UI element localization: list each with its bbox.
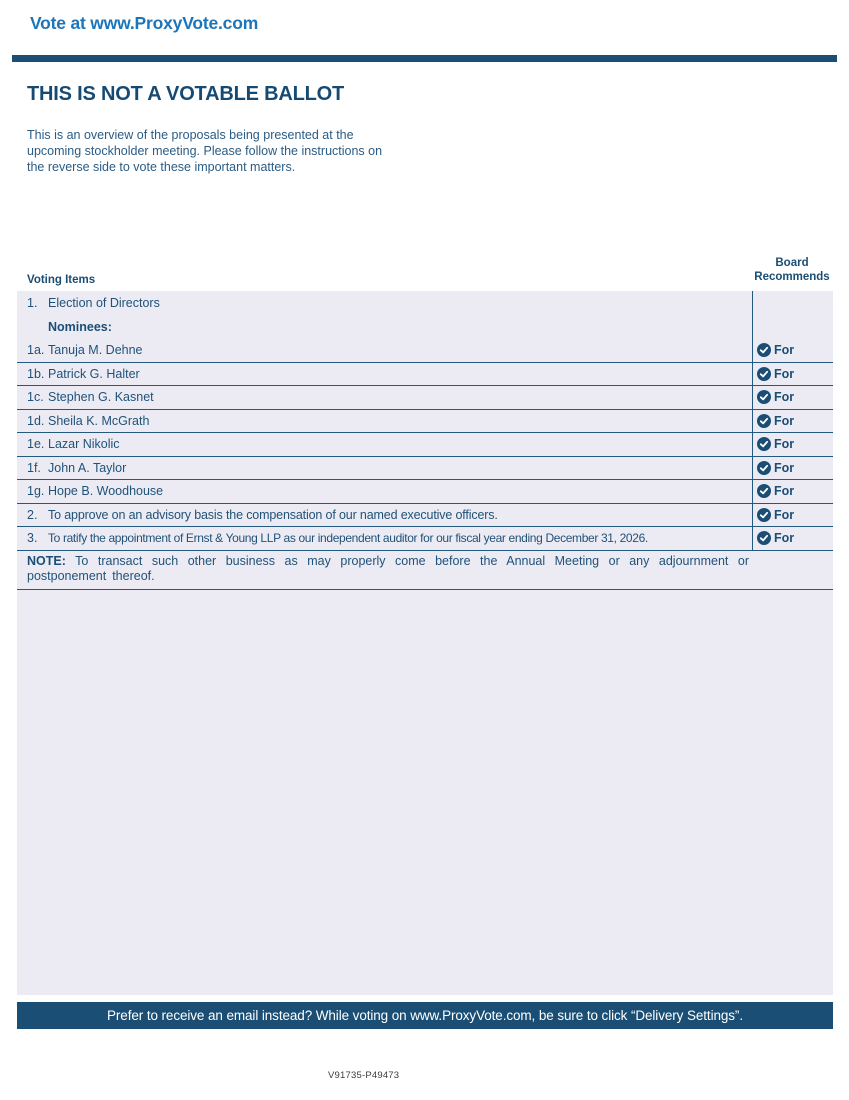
table-row-nominee-1f — [17, 457, 833, 481]
vote-cell-empty — [752, 315, 833, 339]
item-number: 1e. — [27, 437, 45, 452]
proposal-text: To approve on an advisory basis the compensation of our named executive officers. — [48, 507, 498, 522]
vote-cell — [752, 433, 833, 456]
vote-cell — [752, 410, 833, 433]
vote-cell — [752, 363, 833, 386]
table-row-note — [17, 551, 833, 590]
item-number: 1f. — [27, 460, 41, 475]
item-text: Election of Directors — [48, 296, 160, 310]
proposal-text: To ratify the appointment of Ernst & Young LLP as our independent auditor for our fiscal year ending December 31, 2026. — [48, 531, 648, 546]
table-empty-area — [17, 590, 833, 996]
intro-line: the reverse side to vote these important matters. — [27, 160, 296, 174]
table-row-nominee-1c — [17, 386, 833, 410]
note-text — [27, 554, 749, 584]
table-row-proposal-2 — [17, 504, 833, 528]
nominee-name: Lazar Nikolic — [48, 437, 120, 452]
check-circle-icon — [757, 531, 771, 545]
table-row-nominee-1d — [17, 410, 833, 434]
proxyvote-url-title: Vote at www.ProxyVote.com — [30, 13, 259, 33]
item-number: 1a. — [27, 343, 45, 358]
item-number: 1g. — [27, 484, 45, 499]
vote-recommendation: For — [774, 484, 795, 499]
nominee-name: Hope B. Woodhouse — [48, 484, 164, 499]
intro-line: upcoming stockholder meeting. Please follow the instructions on — [27, 144, 383, 158]
check-circle-icon — [757, 461, 771, 475]
check-circle-icon — [757, 414, 771, 428]
nominee-name: Tanuja M. Dehne — [48, 343, 143, 358]
table-row-nominee-1g — [17, 480, 833, 504]
check-circle-icon — [757, 390, 771, 404]
table-row-nominee-1e — [17, 433, 833, 457]
nominee-name: John A. Taylor — [48, 460, 127, 475]
note-body: To transact such other business as may properly come before the Annual Meeting or any adjournment or postponement thereof. — [27, 553, 749, 583]
vote-recommendation: For — [774, 507, 795, 522]
check-circle-icon — [757, 367, 771, 381]
vote-recommendation: For — [774, 460, 795, 475]
check-circle-icon — [757, 508, 771, 522]
vote-cell — [752, 339, 833, 362]
check-circle-icon — [757, 343, 771, 357]
table-row-nominee-1a — [17, 339, 833, 363]
voting-items-table — [17, 291, 833, 995]
vote-recommendation: For — [774, 343, 795, 358]
note-label: NOTE: — [27, 553, 66, 568]
board-recommends-line1: Board — [775, 257, 809, 269]
table-row-election-of-directors — [17, 291, 833, 315]
nominee-name: Sheila K. McGrath — [48, 413, 150, 428]
not-votable-heading: THIS IS NOT A VOTABLE BALLOT — [27, 83, 344, 105]
intro-line: This is an overview of the proposals being presented at the — [27, 128, 354, 142]
table-row-nominee-1b — [17, 363, 833, 387]
nominee-name: Patrick G. Halter — [48, 366, 140, 381]
nominee-name: Stephen G. Kasnet — [48, 390, 154, 405]
vote-cell — [752, 386, 833, 409]
vote-cell-empty — [752, 291, 833, 315]
vote-recommendation: For — [774, 390, 795, 405]
vote-cell — [752, 457, 833, 480]
check-circle-icon — [757, 484, 771, 498]
board-recommends-header — [754, 256, 830, 284]
item-number: 1d. — [27, 413, 45, 428]
delivery-settings-banner: Prefer to receive an email instead? While voting on www.ProxyVote.com, be sure to click “Delivery Settings”. — [17, 1002, 833, 1029]
header-divider-bar — [12, 55, 837, 62]
vote-recommendation: For — [774, 366, 795, 381]
item-number: 2. — [27, 507, 38, 522]
item-number: 1. — [27, 296, 38, 310]
document-control-number: V91735-P49473 — [328, 1070, 400, 1081]
item-number: 3. — [27, 531, 38, 546]
table-row-proposal-3 — [17, 527, 833, 551]
nominees-label: Nominees: — [48, 320, 112, 334]
item-number: 1c. — [27, 390, 44, 405]
vote-cell — [752, 480, 833, 503]
board-recommends-line2: Recommends — [754, 271, 830, 283]
item-number: 1b. — [27, 366, 45, 381]
vote-recommendation: For — [774, 413, 795, 428]
voting-items-header: Voting Items — [27, 274, 96, 286]
vote-cell — [752, 527, 833, 550]
intro-paragraph — [27, 127, 382, 175]
table-row-nominees — [17, 315, 833, 339]
vote-recommendation: For — [774, 437, 795, 452]
vote-cell — [752, 504, 833, 527]
check-circle-icon — [757, 437, 771, 451]
vote-recommendation: For — [774, 531, 795, 546]
